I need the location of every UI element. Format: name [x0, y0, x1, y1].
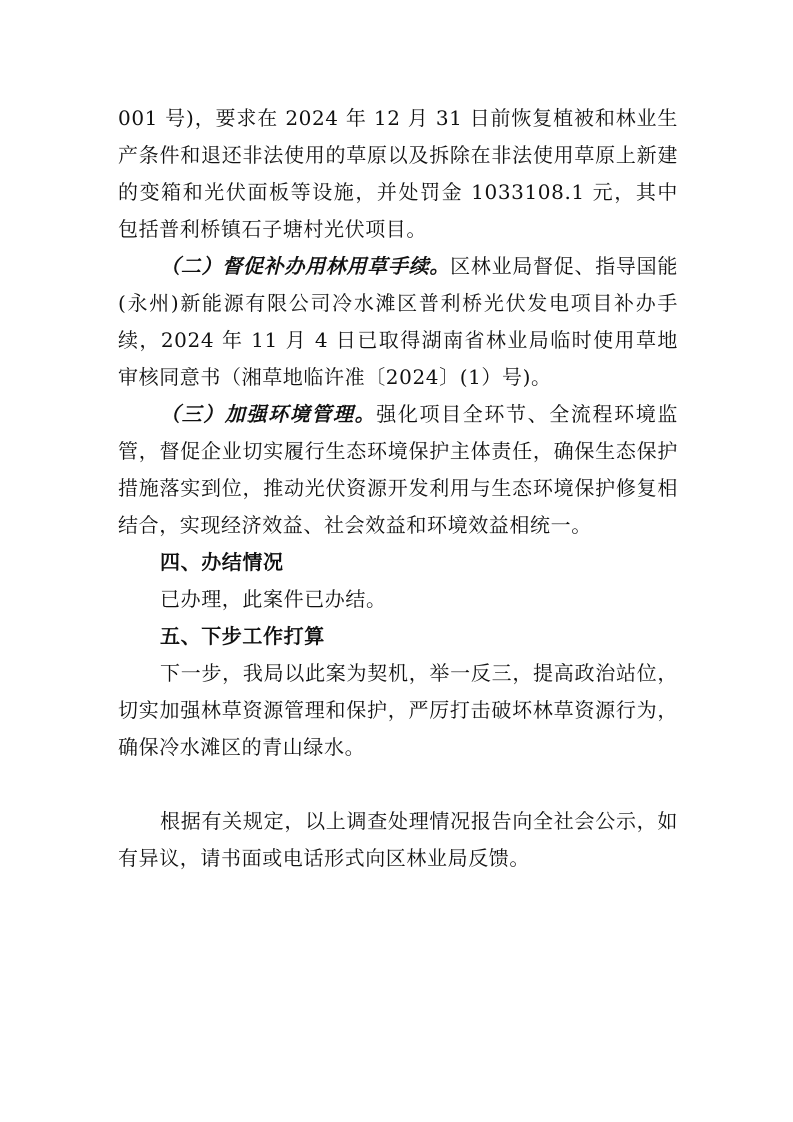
paragraph-penalty-continuation: 001 号)，要求在 2024 年 12 月 31 日前恢复植被和林业生产条件和退还非法使用的草原以及拆除在非法使用草原上新建的变箱和光伏面板等设施，并处罚金 1033108.1 元，其中包括普利桥镇石子塘村光伏项目。 — [118, 106, 678, 241]
paragraph-supplement-procedures — [118, 248, 678, 396]
subheading-supplement-procedures: （二）督促补办用林用草手续。 — [160, 254, 451, 278]
paragraph-environment-management — [118, 396, 678, 544]
paragraph-public-notice: 根据有关规定，以上调查处理情况报告向全社会公示，如有异议，请书面或电话形式向区林业局反馈。 — [118, 809, 678, 870]
paragraph-next-steps: 下一步，我局以此案为契机，举一反三，提高政治站位，切实加强林草资源管理和保护，严厉打击破坏林草资源行为，确保冷水滩区的青山绿水。 — [118, 661, 678, 759]
paragraph-environment-management-body: 强化项目全环节、全流程环境监管，督促企业切实履行生态环境保护主体责任，确保生态保护措施落实到位，推动光伏资源开发利用与生态环境保护修复相结合，实现经济效益、社会效益和环境效益相统一。 — [118, 402, 679, 537]
paragraph-supplement-procedures-body: 区林业局督促、指导国能(永州)新能源有限公司冷水滩区普利桥光伏发电项目补办手续，2024 年 11 月 4 日已取得湖南省林业局临时使用草地审核同意书（湘草地临许准〔2024〕(1）号)。 — [118, 254, 678, 389]
subheading-environment-management: （三）加强环境管理。 — [160, 402, 377, 426]
document-body — [118, 100, 678, 877]
paragraph-completion-status: 已办理，此案件已办结。 — [160, 587, 387, 611]
blank-line — [118, 766, 678, 803]
section-heading-next-steps: 五、下步工作打算 — [160, 624, 325, 648]
section-heading-completion-status: 四、办结情况 — [160, 550, 284, 574]
